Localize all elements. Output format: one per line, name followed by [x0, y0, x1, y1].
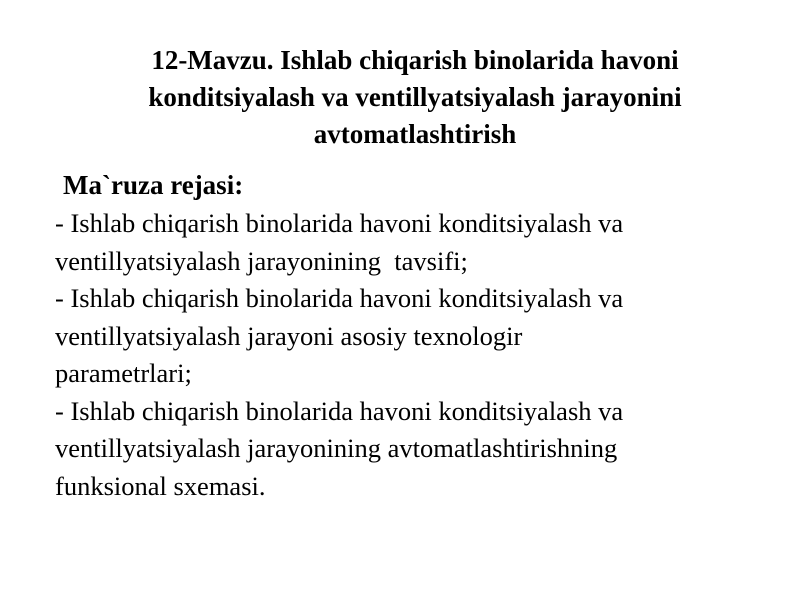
- lecture-plan-item: [55, 205, 785, 280]
- lecture-plan-item-line: funksional sxemasi.: [55, 470, 266, 501]
- lecture-plan-item-line: - Ishlab chiqarish binolarida havoni konditsiyalash va: [55, 208, 624, 238]
- slide-title-line: konditsiyalash va ventillyatsiyalash jarayonini: [148, 82, 682, 112]
- lecture-plan-item-line: - Ishlab chiqarish binolarida havoni konditsiyalash va: [55, 395, 624, 426]
- slide-title: [60, 42, 770, 153]
- lecture-plan-item-line: ventillyatsiyalash jarayonining avtomatlashtirishning: [55, 433, 618, 463]
- lecture-plan-heading: Ma`ruza rejasi:: [63, 170, 244, 200]
- lecture-plan-item: [55, 393, 785, 506]
- lecture-plan-item-line: ventillyatsiyalash jarayoni asosiy texnologir: [55, 320, 523, 351]
- lecture-plan-item-line: parametrlari;: [55, 358, 192, 388]
- slide-title-line: 12-Mavzu. Ishlab chiqarish binolarida havoni: [151, 45, 679, 75]
- lecture-plan-item: [55, 280, 785, 393]
- lecture-plan-item-line: ventillyatsiyalash jarayonining tavsifi;: [55, 245, 468, 276]
- slide-title-line: avtomatlashtirish: [313, 119, 517, 149]
- lecture-plan-list: [55, 205, 785, 505]
- lecture-plan-item-line: - Ishlab chiqarish binolarida havoni konditsiyalash va: [55, 283, 624, 313]
